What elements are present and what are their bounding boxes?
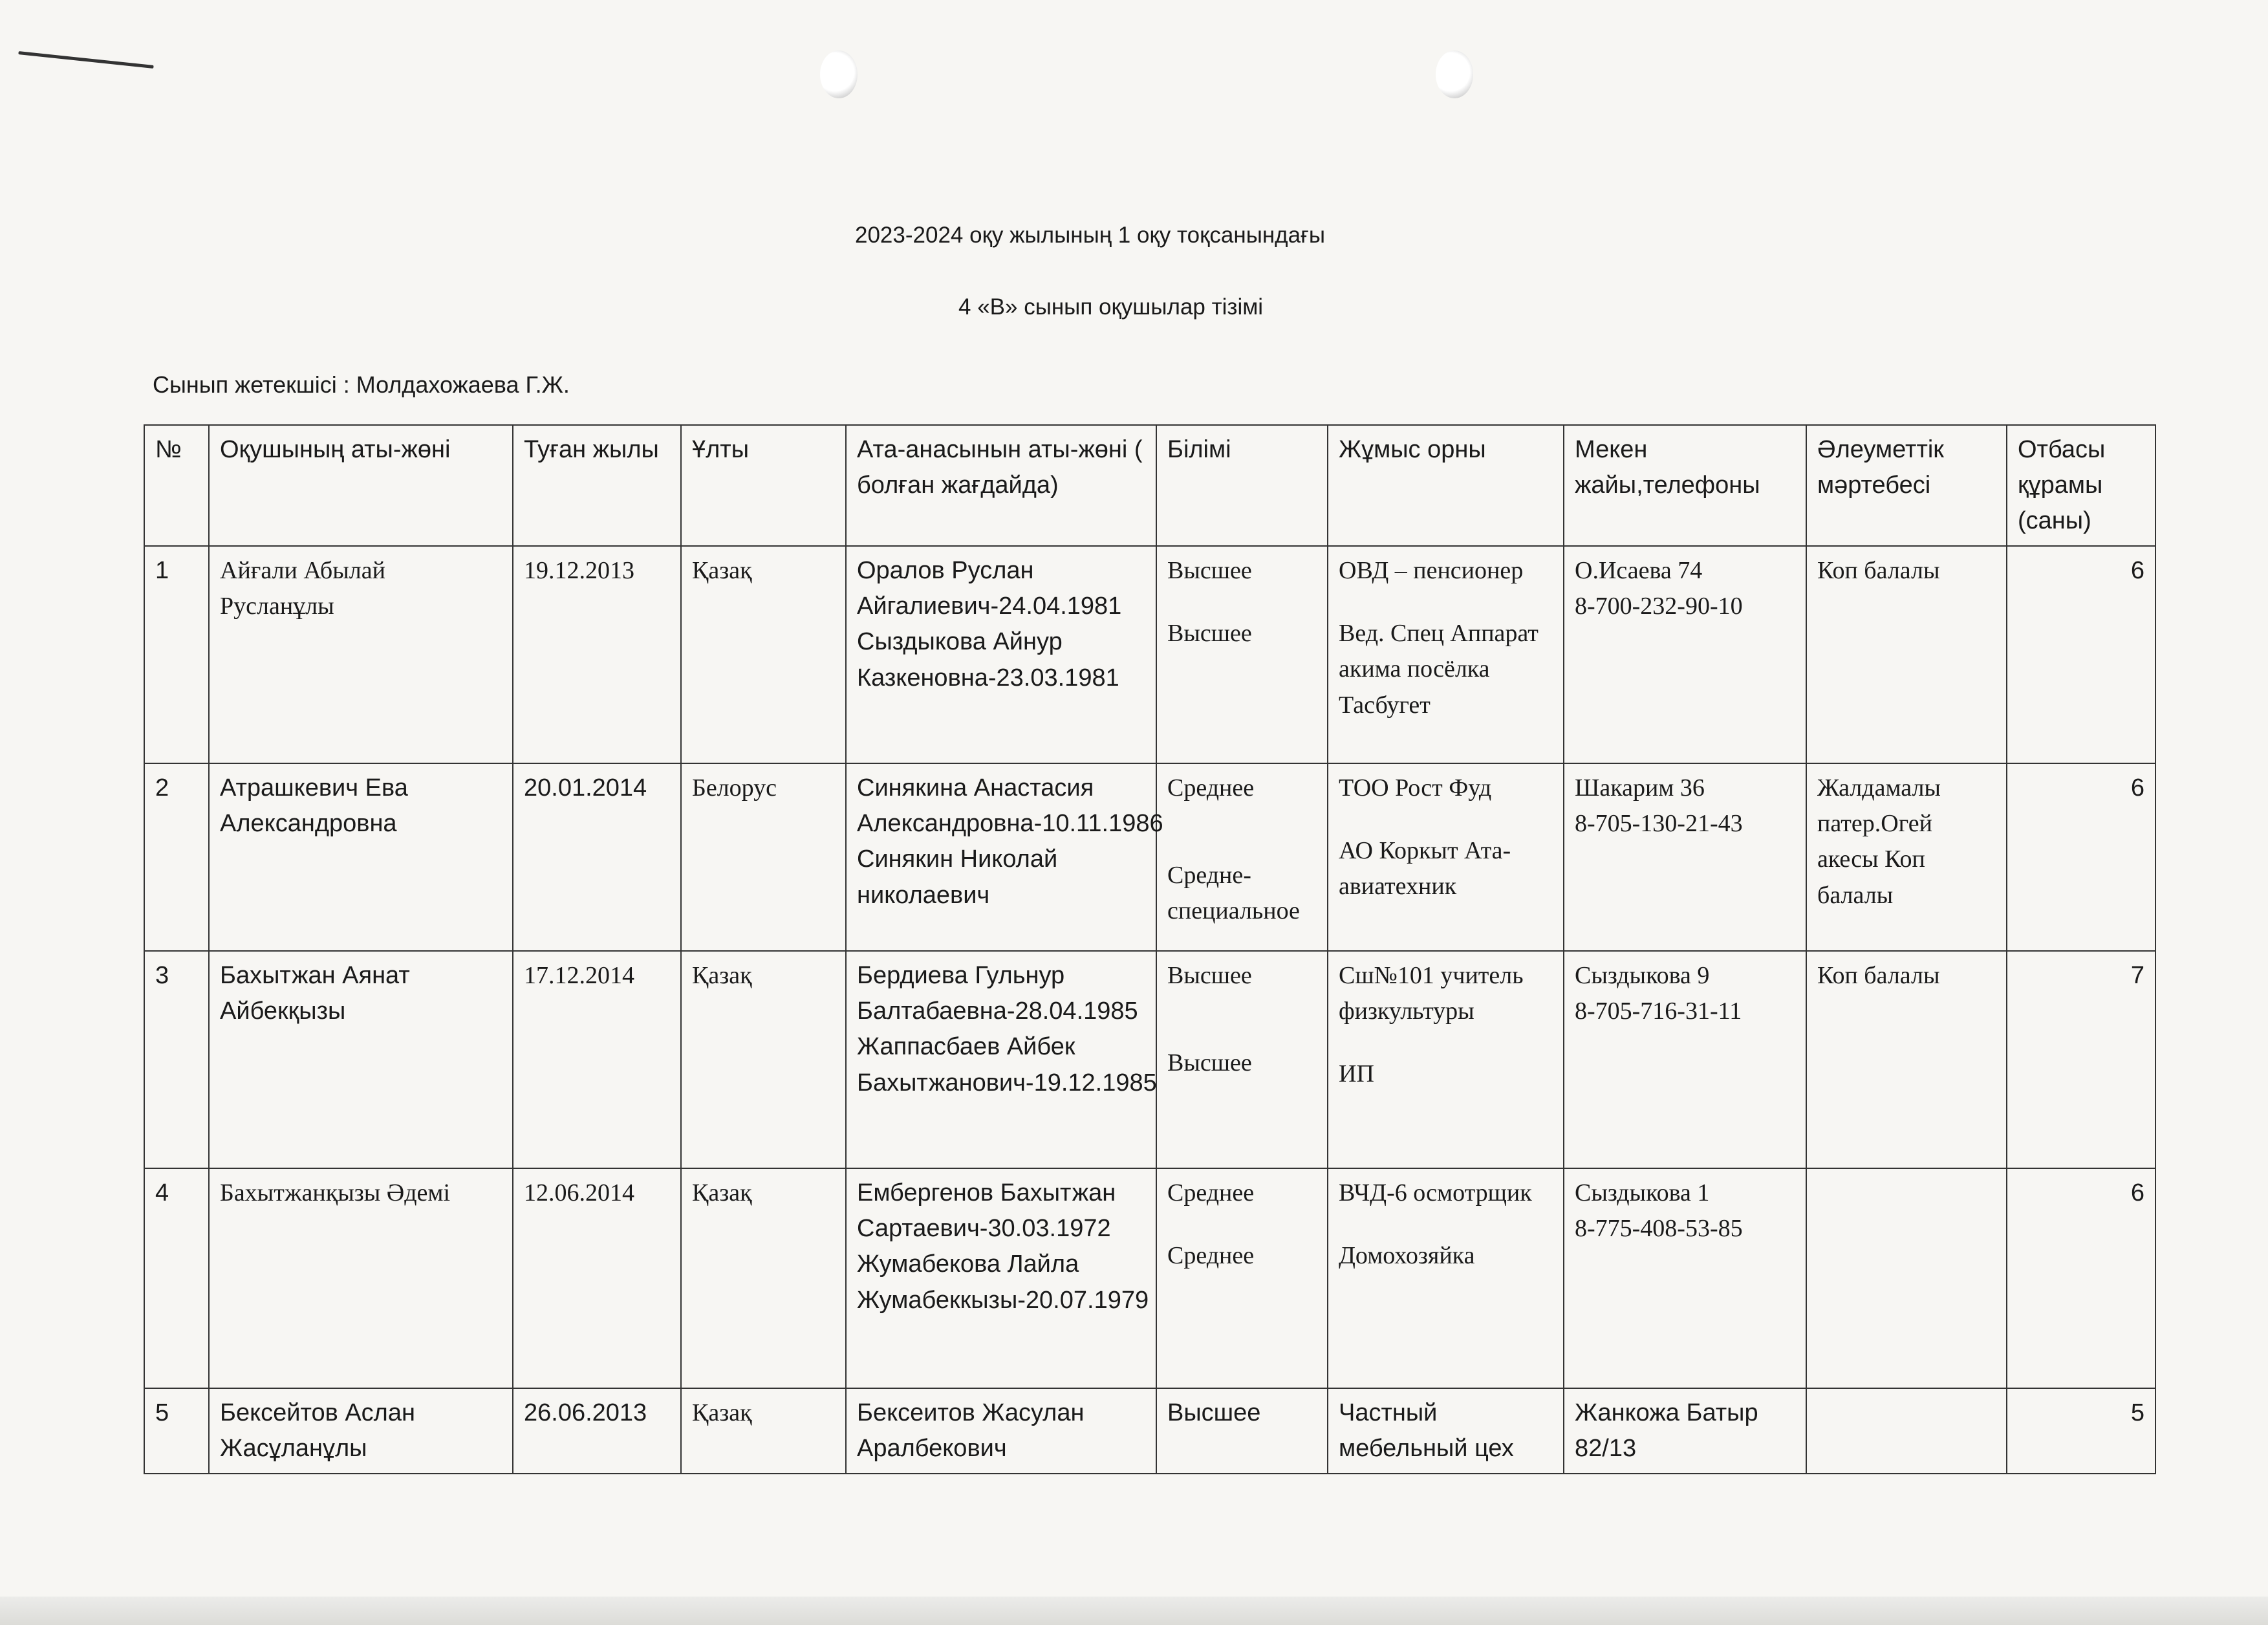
work-1: ВЧД-6 осмотрщик: [1339, 1179, 1532, 1207]
header-num: №: [144, 425, 209, 546]
student-name: Бексейтов Аслан Жасұланұлы: [209, 1388, 513, 1474]
family-size: 6: [2007, 1168, 2155, 1388]
education-1: Высшее: [1167, 962, 1252, 990]
work-1: ОВД – пенсионер: [1339, 557, 1524, 585]
address-cell: [1564, 1168, 1806, 1388]
family-size: 6: [2007, 763, 2155, 951]
row-num: 4: [144, 1168, 209, 1388]
parent-2: Жаппасбаев Айбек Бахытжанович-19.12.1985: [857, 1033, 1157, 1096]
parents-cell: [846, 1388, 1156, 1474]
family-size: 5: [2007, 1388, 2155, 1474]
header-birth: Туған жылы: [513, 425, 681, 546]
student-name: Бахытжан Аянат Айбекқызы: [209, 951, 513, 1168]
nationality: Белорус: [681, 763, 846, 951]
social-status: Жалдамалы патер.Огей акесы Коп балалы: [1806, 763, 2007, 951]
family-size: 7: [2007, 951, 2155, 1168]
work-1: Частный мебельный цех: [1339, 1399, 1514, 1463]
parents-cell: [846, 546, 1156, 763]
work-1: Сш№101 учитель физкультуры: [1339, 962, 1524, 1025]
row-num: 1: [144, 546, 209, 763]
address-cell: [1564, 951, 1806, 1168]
social-status: Коп балалы: [1806, 546, 2007, 763]
birth-date: 17.12.2014: [513, 951, 681, 1168]
family-size: 6: [2007, 546, 2155, 763]
parents-cell: [846, 763, 1163, 951]
header-family: Отбасы құрамы (саны): [2007, 425, 2155, 546]
parent-1: Бексеитов Жасулан Аралбекович: [857, 1399, 1085, 1463]
education-1: Высшее: [1167, 1399, 1261, 1427]
address: Сыздыкова 1: [1575, 1179, 1710, 1207]
address-cell: [1564, 763, 1806, 951]
address-cell: [1564, 546, 1806, 763]
title-line-1: 2023-2024 оқу жылының 1 оқу тоқсанындағы: [855, 223, 1325, 248]
work-cell: [1328, 951, 1564, 1168]
social-status: Коп балалы: [1806, 951, 2007, 1168]
student-name: Атрашкевич Ева Александровна: [209, 763, 513, 951]
address-cell: [1564, 1388, 1806, 1474]
table-row: [144, 546, 2155, 763]
parent-1: Ембергенов Бахытжан Сартаевич-30.03.1972: [857, 1179, 1116, 1243]
address: Жанкожа Батыр 82/13: [1575, 1399, 1758, 1463]
work-2: АО Коркыт Ата-авиатехник: [1339, 837, 1511, 900]
pen-mark: [18, 51, 153, 69]
nationality: Қазақ: [681, 1168, 846, 1388]
education-cell: [1156, 1168, 1328, 1388]
header-parents: Ата-анасынын аты-жөні ( болған жағдайда): [846, 425, 1156, 546]
student-table: [144, 424, 2156, 1474]
work-cell: [1328, 546, 1564, 763]
table-row: [144, 763, 2155, 951]
education-1: Среднее: [1167, 1179, 1255, 1207]
birth-date: 12.06.2014: [513, 1168, 681, 1388]
address: Шакарим 36: [1575, 774, 1705, 802]
parent-1: Оралов Руслан Айгалиевич-24.04.1981: [857, 557, 1122, 620]
education-2: Высшее: [1167, 620, 1252, 648]
work-2: ИП: [1339, 1060, 1374, 1088]
parent-1: Бердиева Гульнур Балтабаевна-28.04.1985: [857, 962, 1138, 1025]
row-num: 2: [144, 763, 209, 951]
address: О.Исаева 74: [1575, 557, 1703, 585]
parent-2: Сыздыкова Айнур Казкеновна-23.03.1981: [857, 628, 1119, 692]
work-1: ТОО Рост Фуд: [1339, 774, 1492, 802]
nationality: Қазақ: [681, 546, 846, 763]
table-row: [144, 951, 2155, 1168]
phone: 8-700-232-90-10: [1575, 593, 1743, 620]
table-row: [144, 1388, 2155, 1474]
parent-2: Синякин Николай николаевич: [857, 845, 1058, 909]
class-teacher: Сынып жетекшісі : Молдахожаева Г.Ж.: [153, 371, 570, 398]
education-2: Средне-специальное: [1167, 862, 1300, 925]
address: Сыздыкова 9: [1575, 962, 1710, 990]
scan-bottom-edge: [0, 1597, 2268, 1625]
student-name: Айғали Абылай Русланұлы: [209, 546, 513, 763]
nationality: Қазақ: [681, 951, 846, 1168]
work-cell: [1328, 763, 1564, 951]
title-line-2: 4 «В» сынып оқушылар тізімі: [958, 294, 1264, 320]
header-name: Оқушының аты-жөні: [209, 425, 513, 546]
work-2: Домохозяйка: [1339, 1242, 1475, 1270]
row-num: 3: [144, 951, 209, 1168]
header-address: Мекен жайы,телефоны: [1564, 425, 1806, 546]
parents-cell: [846, 951, 1156, 1168]
parent-1: Синякина Анастасия Александровна-10.11.1986: [857, 774, 1163, 838]
education-2: Высшее: [1167, 1049, 1252, 1077]
header-social: Әлеуметтік мәртебесі: [1806, 425, 2007, 546]
birth-date: 20.01.2014: [513, 763, 681, 951]
row-num: 5: [144, 1388, 209, 1474]
header-work: Жұмыс орны: [1328, 425, 1564, 546]
punch-hole-left: [820, 50, 858, 98]
education-2: Среднее: [1167, 1242, 1255, 1270]
education-cell: [1156, 1388, 1328, 1474]
parent-2: Жумабекова Лайла Жумабеккызы-20.07.1979: [857, 1250, 1149, 1314]
table-row: [144, 1168, 2155, 1388]
header-nation: Ұлты: [681, 425, 846, 546]
work-cell: [1328, 1168, 1564, 1388]
punch-hole-right: [1436, 50, 1473, 98]
student-name: Бахытжанқызы Әдемі: [209, 1168, 513, 1388]
social-status: [1806, 1388, 2007, 1474]
parents-cell: [846, 1168, 1156, 1388]
phone: 8-705-130-21-43: [1575, 810, 1743, 838]
phone: 8-775-408-53-85: [1575, 1215, 1743, 1243]
phone: 8-705-716-31-11: [1575, 998, 1742, 1025]
header-row: [144, 425, 2155, 546]
education-1: Среднее: [1167, 774, 1255, 802]
header-education: Білімі: [1156, 425, 1328, 546]
birth-date: 19.12.2013: [513, 546, 681, 763]
education-cell: [1156, 763, 1328, 951]
education-1: Высшее: [1167, 557, 1252, 585]
education-cell: [1156, 951, 1328, 1168]
nationality: Қазақ: [681, 1388, 846, 1474]
work-cell: [1328, 1388, 1564, 1474]
social-status: [1806, 1168, 2007, 1388]
work-2: Вед. Спец Аппарат акима посёлка Тасбугет: [1339, 620, 1539, 719]
birth-date: 26.06.2013: [513, 1388, 681, 1474]
education-cell: [1156, 546, 1328, 763]
